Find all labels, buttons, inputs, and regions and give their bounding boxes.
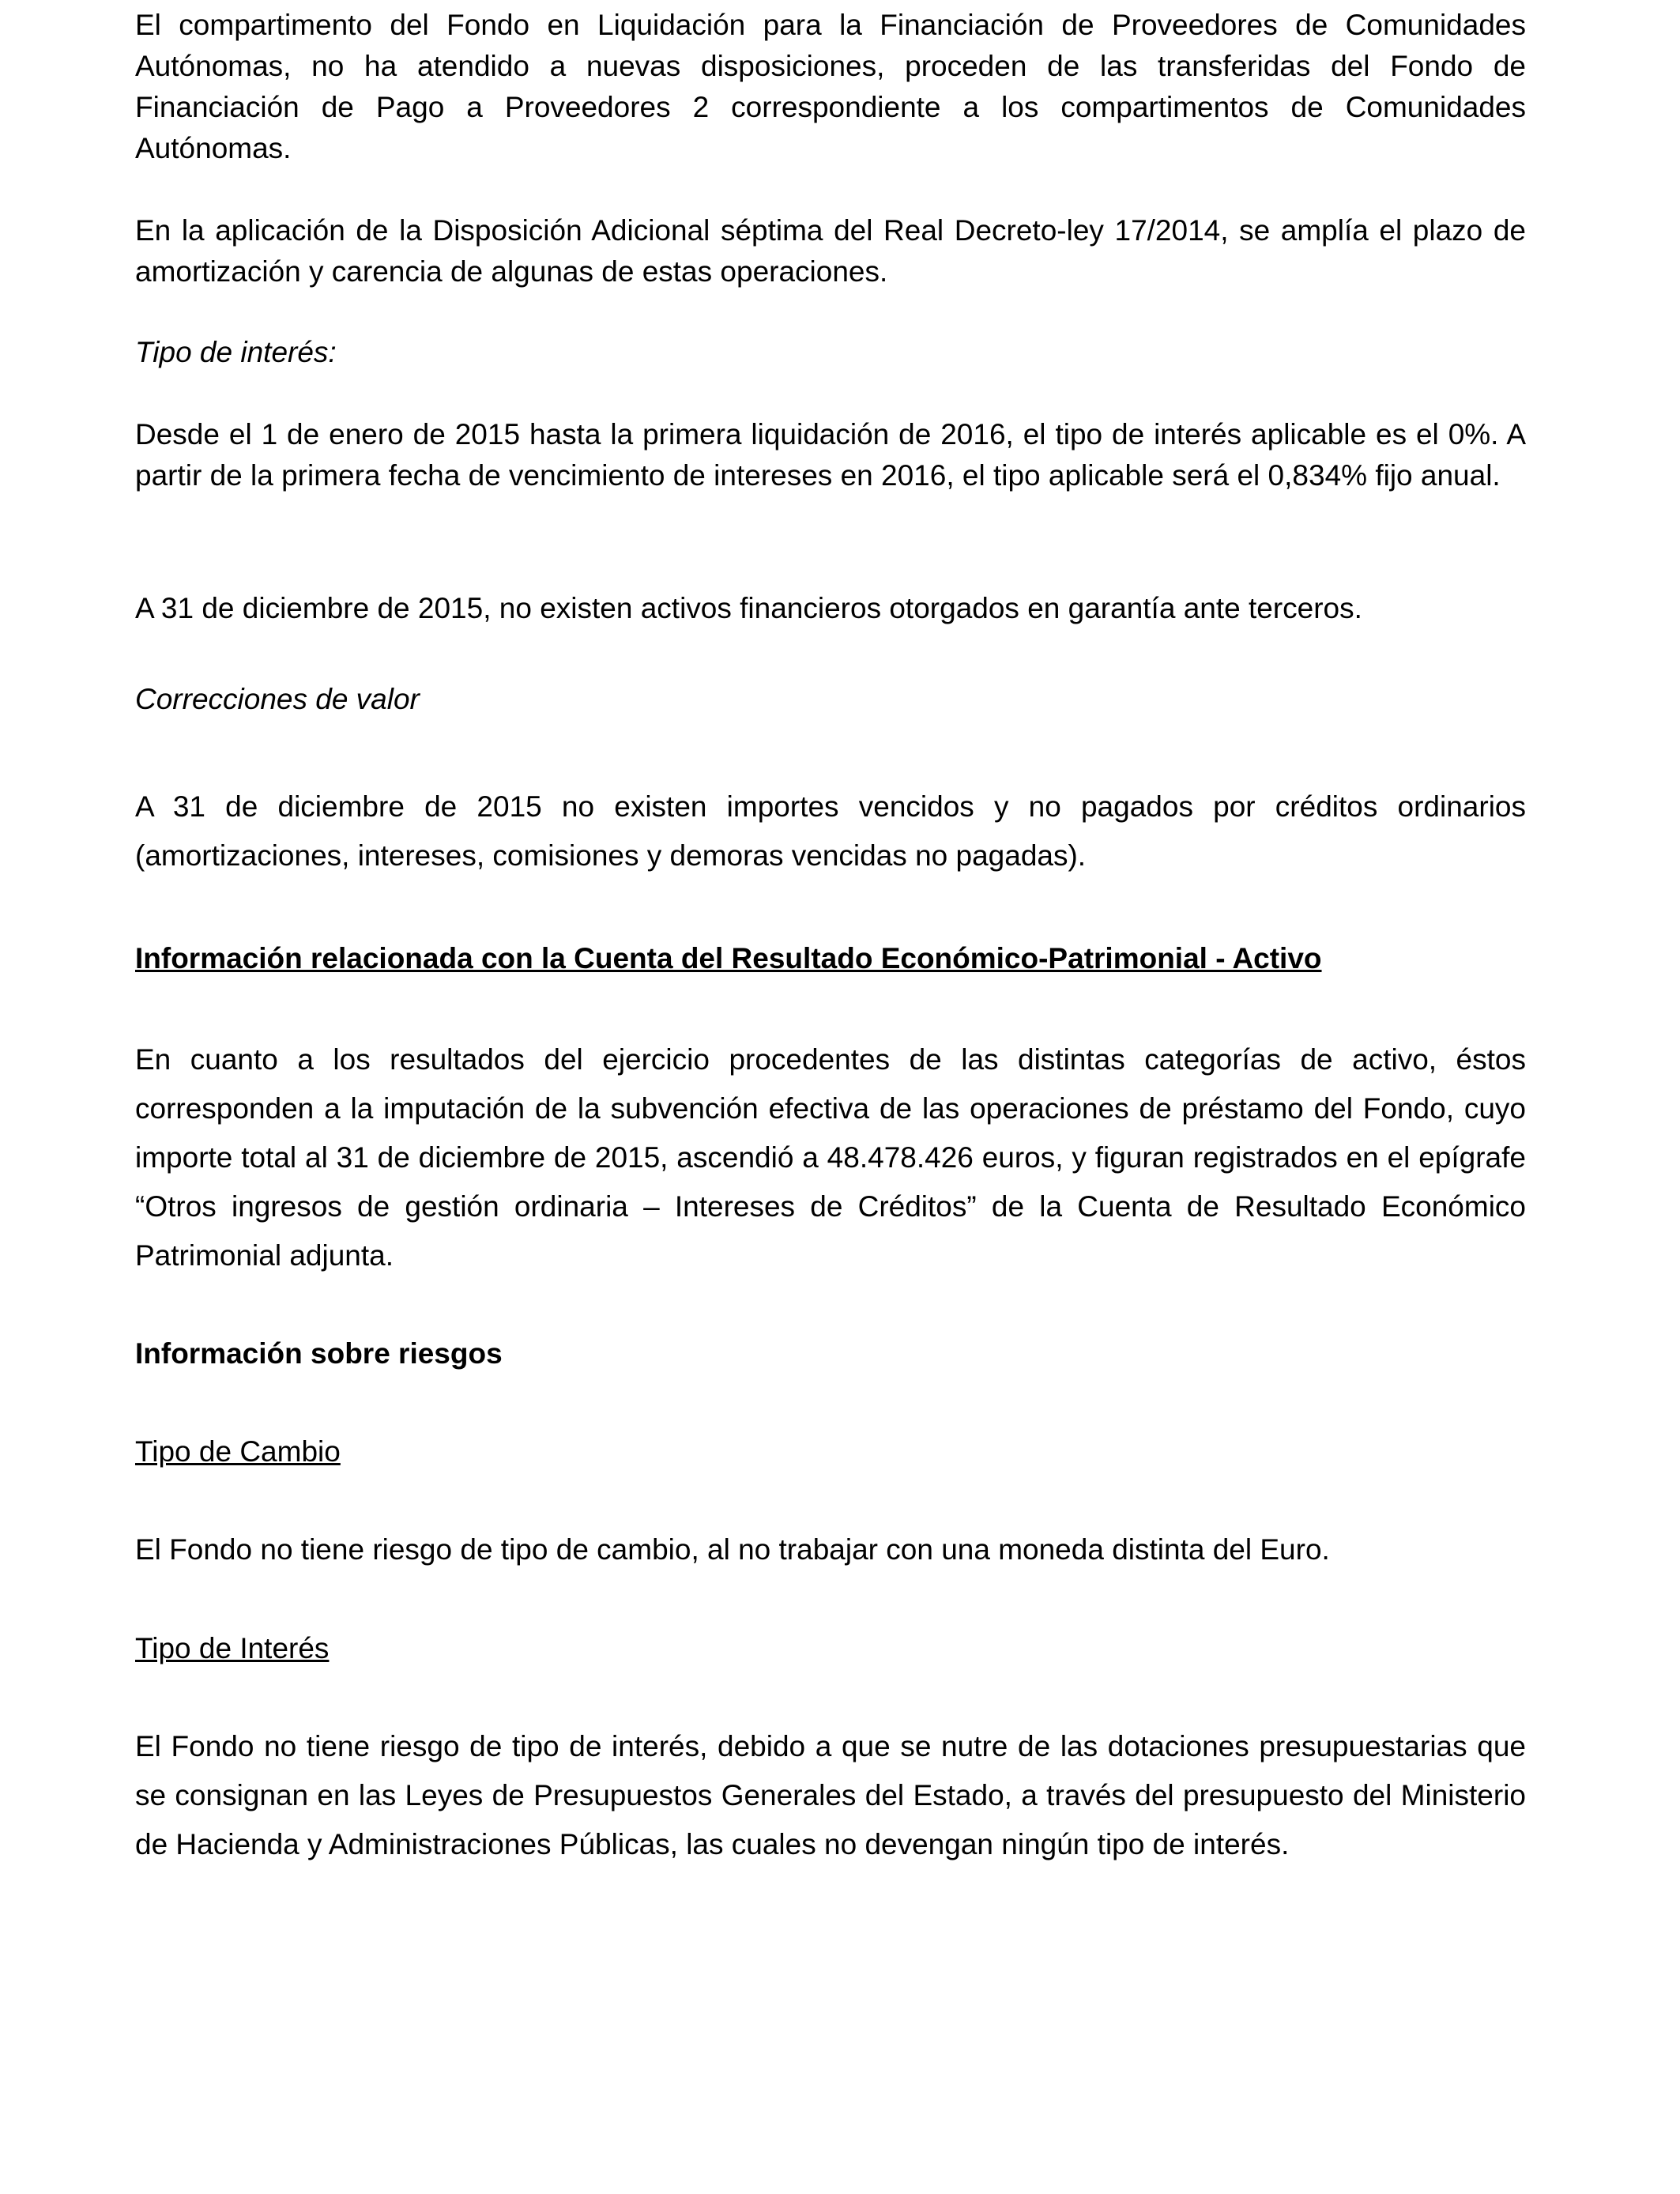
heading-correcciones-de-valor: Correcciones de valor	[135, 683, 420, 715]
heading-tipo-de-interes: Tipo de interés:	[135, 336, 337, 368]
heading-tipo-de-cambio: Tipo de Cambio	[135, 1435, 341, 1468]
heading-tipo-de-interes-riesgo: Tipo de Interés	[135, 1632, 330, 1664]
paragraph-disposicion-adicional: En la aplicación de la Disposición Adicional séptima del Real Decreto-ley 17/2014, se amplía el plazo de amortización y carencia de algunas de estas operaciones.	[135, 214, 1526, 288]
heading-informacion-riesgos: Información sobre riesgos	[135, 1337, 503, 1370]
paragraph-tipo-de-interes-riesgo: El Fondo no tiene riesgo de tipo de interés, debido a que se nutre de las dotaciones presupuestarias que se consignan en las Leyes de Presupuestos Generales del Estado, a través del presupuesto del Ministerio de Hacienda y Administraciones Públicas, las cuales no devengan ningún tipo de interés.	[135, 1730, 1526, 1860]
paragraph-tipo-de-cambio: El Fondo no tiene riesgo de tipo de cambio, al no trabajar con una moneda distinta del Euro.	[135, 1533, 1330, 1566]
paragraph-activos-financieros: A 31 de diciembre de 2015, no existen activos financieros otorgados en garantía ante terceros.	[135, 592, 1362, 624]
heading-cuenta-resultado: Información relacionada con la Cuenta del Resultado Económico-Patrimonial - Activo	[135, 942, 1322, 974]
paragraph-cuenta-resultado: En cuanto a los resultados del ejercicio procedentes de las distintas categorías de activo, éstos corresponden a la imputación de la subvención efectiva de las operaciones de préstamo del Fondo, cuyo importe total al 31 de diciembre de 2015, ascendió a 48.478.426 euros, y figuran registrados en el epígrafe “Otros ingresos de gestión ordinaria – Intereses de Créditos” de la Cuenta de Resultado Económico Patrimonial adjunta.	[135, 1043, 1526, 1272]
paragraph-tipo-de-interes: Desde el 1 de enero de 2015 hasta la primera liquidación de 2016, el tipo de interés aplicable es el 0%. A partir de la primera fecha de vencimiento de intereses en 2016, el tipo aplicable será el 0,834% fijo anual.	[135, 418, 1526, 492]
paragraph-compartimento: El compartimento del Fondo en Liquidación para la Financiación de Proveedores de Comunidades Autónomas, no ha atendido a nuevas disposiciones, proceden de las transferidas del Fondo de Financiación de Pago a Proveedores 2 correspondiente a los compartimentos de Comunidades Autónomas.	[135, 9, 1526, 164]
paragraph-correcciones-de-valor: A 31 de diciembre de 2015 no existen importes vencidos y no pagados por créditos ordinarios (amortizaciones, intereses, comisiones y demoras vencidas no pagadas).	[135, 790, 1526, 872]
